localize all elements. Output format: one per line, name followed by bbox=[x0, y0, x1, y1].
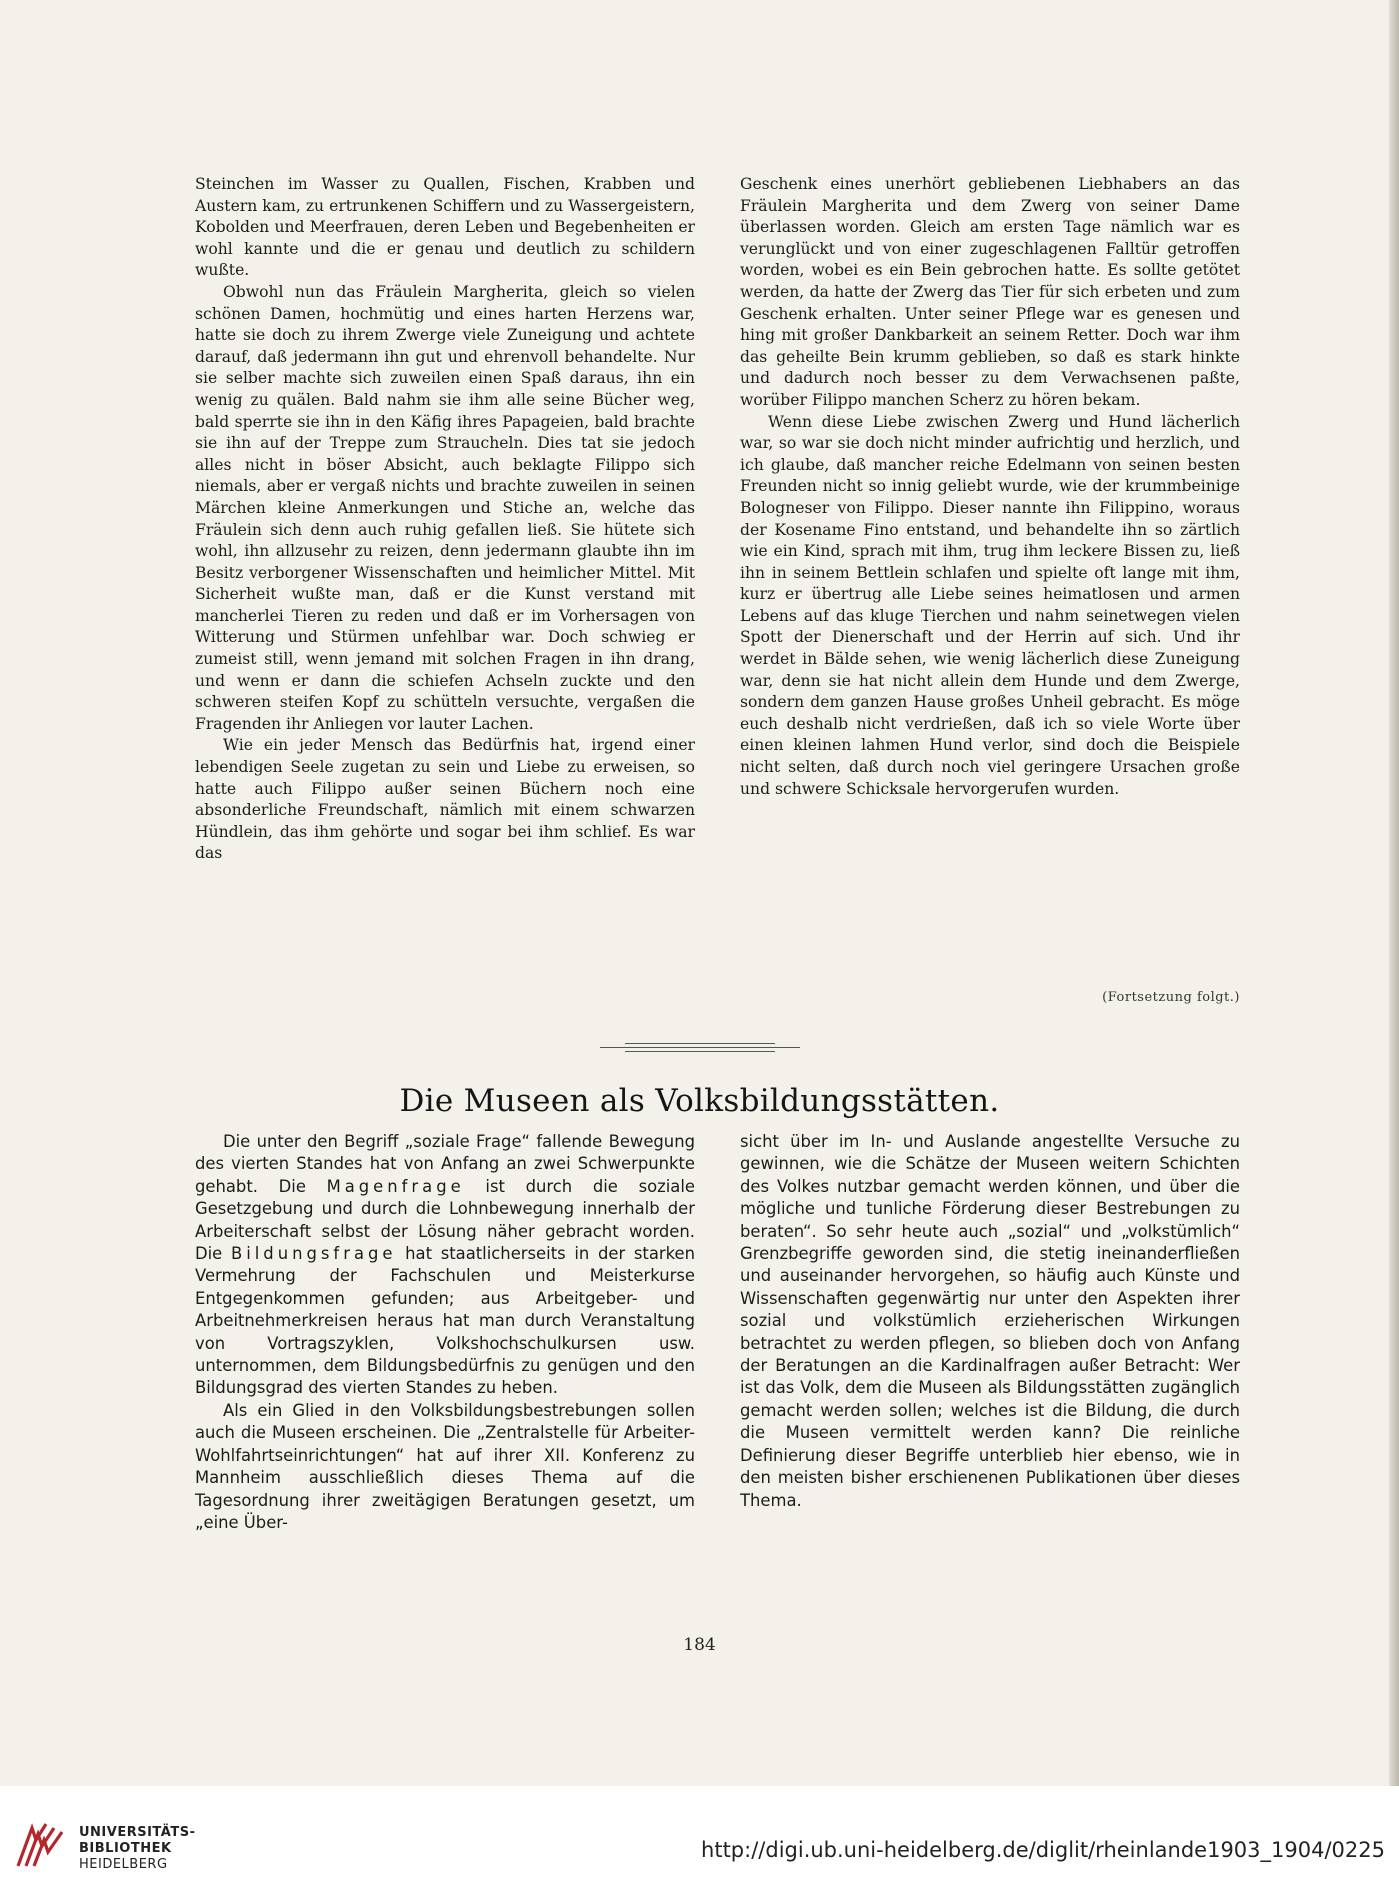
library-name-line: HEIDELBERG bbox=[79, 1857, 168, 1872]
text-run: hat staatlicherseits in der starken Vermehrung der Fachschulen und Meisterkurse Entgegenkommen gefunden; aus Arbeitgeber- und Arbeitnehmerkreisen heraus hat man durch Veranstaltung von Vortragszyklen, Volkshochschulkursen usw. unternommen, dem Bildungsbedürfnis zu genügen und den Bildungsgrad des vierten Standes zu heben. bbox=[195, 1244, 695, 1398]
article-column-right bbox=[740, 1131, 1240, 1512]
continuation-note: (Fortsetzung folgt.) bbox=[1102, 990, 1240, 1005]
story-paragraph: Obwohl nun das Fräulein Margherita, gleich so vielen schönen Damen, hochmütig und eines harten Herzens war, hatte sie doch zu ihrem Zwerge viele Zuneigung und achtete darauf, daß jedermann ihn gut und ehrenvoll behandelte. Nur sie selber machte sich zuweilen einen Spaß daraus, ihn ein wenig zu quälen. Bald nahm sie ihm alle seine Bücher weg, bald sperrte sie ihn in den Käfig ihres Papageien, bald brachte sie ihn auf der Treppe zum Straucheln. Dies tat sie jedoch alles nicht in böser Absicht, auch beklagte Filippo sich niemals, aber er vergaß nichts und brachte zuweilen in seinen Märchen kleine Anmerkungen und Stiche an, welche das Fräulein sich denn auch ruhig gefallen ließ. Sie hütete sich wohl, ihn allzusehr zu reizen, denn jedermann glaubte ihn im Besitz verborgener Wissenschaften und heimlicher Mittel. Mit Sicherheit wußte man, daß er die Kunst verstand mit mancherlei Tieren zu reden und daß er im Vorhersagen von Witterung und Stürmen unfehlbar war. Doch schwieg er zumeist still, wenn jemand mit solchen Fragen in ihn drang, und wenn er dann die schiefen Achseln zuckte und den schweren steifen Kopf zu schütteln versuchte, vergaßen die Fragenden ihr Anliegen vor lauter Lachen. bbox=[195, 282, 695, 733]
text-run: ist durch die soziale Gesetzgebung und durch die Lohnbewegung innerhalb der Arbeiterschaft selbst der Lösung näher gebracht worden. Die bbox=[195, 1176, 695, 1264]
page-number: 184 bbox=[683, 1635, 716, 1655]
story-column-left bbox=[195, 174, 695, 865]
emphasis-bildungsfrage: Bildungsfrage bbox=[230, 1244, 397, 1264]
story-paragraph: Geschenk eines unerhört gebliebenen Liebhabers an das Fräulein Margherita und dem Zwerg von seiner Dame überlassen worden. Gleich am ersten Tage nämlich war es verunglückt und von einer zugeschlagenen Falltür getroffen worden, wobei es ein Bein gebrochen hatte. Es sollte getötet werden, da hatte der Zwerg das Tier für sich erbeten und zum Geschenk erhalten. Unter seiner Pflege war es genesen und hing mit großer Dankbarkeit an seinem Retter. Doch war ihm das geheilte Bein krumm geblieben, so daß es stark hinkte und dadurch noch besser zu dem Verwachsenen paßte, worüber Filippo manchen Scherz zu hören bekam. bbox=[740, 175, 1240, 409]
library-name-line: UNIVERSITÄTS- bbox=[79, 1825, 196, 1840]
story-paragraph: Wie ein jeder Mensch das Bedürfnis hat, irgend einer lebendigen Seele zugetan zu sein und Liebe zu erweisen, so hatte auch Filippo außer seinen Büchern noch eine absonderliche Freundschaft, nämlich mit einem schwarzen Hündlein, das ihm gehörte und sogar bei ihm schlief. Es war das bbox=[195, 736, 695, 863]
story-paragraph: Steinchen im Wasser zu Quallen, Fischen, Krabben und Austern kam, zu ertrunkenen Schiffern und zu Wassergeistern, Koboldеn und Meerfrauen, deren Leben und Begebenheiten er wohl kannte und die er genau und deutlich zu schildern wußte. bbox=[195, 175, 695, 280]
article-paragraph bbox=[195, 1131, 695, 1400]
article-title: Die Museen als Volksbildungsstätten. bbox=[399, 1083, 1000, 1119]
library-name-line: BIBLIOTHEK bbox=[79, 1841, 172, 1856]
footer-bar bbox=[0, 1786, 1399, 1903]
article-column-left bbox=[195, 1131, 695, 1534]
article-paragraph: Als ein Glied in den Volksbildungsbestrebungen sollen auch die Museen erscheinen. Die „Zentralstelle für Arbeiter-Wohlfahrtseinrichtungen“ hat auf ihrer XII. Konferenz zu Mannheim ausschließlich dieses Thema auf die Tagesordnung ihrer zweitägigen Beratungen gesetzt, um „eine Über- bbox=[195, 1400, 695, 1532]
story-column-right bbox=[740, 174, 1240, 800]
emphasis-magenfrage: Magenfrage bbox=[326, 1176, 465, 1196]
library-logo-icon bbox=[14, 1820, 66, 1870]
story-paragraph: Wenn diese Liebe zwischen Zwerg und Hund lächerlich war, so war sie doch nicht minder aufrichtig und herzlich, und ich glaube, daß mancher reiche Edelmann von seinen besten Freunden nicht so innig geliebt wurde, wie der krummbeinige Bologneser von Filippo. Dieser nannte ihn Filippino, woraus der Kosename Fino entstand, und behandelte ihn so zärtlich wie ein Kind, sprach mit ihm, trug ihm leckere Bissen zu, ließ ihn in seinem Bettlein schlafen und spielte oft lange mit ihm, kurz er übertrug alle Liebe seines heimatlosen und armen Lebens auf das kluge Tierchen und nahm seinetwegen vielen Spott der Dienerschaft und der Herrin auf sich. Und ihr werdet in Bälde sehen, wie wenig lächerlich diese Zuneigung war, denn sie hat nicht allein dem Hunde und dem Zwerge, sondern dem ganzen Hause großes Unheil gebracht. Es möge euch deshalb nicht verdrießen, daß ich so viele Worte über einen kleinen lahmen Hund verlor, sind doch die Beispiele nicht selten, daß durch noch viel geringere Ursachen große und schwere Schicksale hervorgerufen wurden. bbox=[740, 412, 1240, 798]
text-run: Die unter den Begriff „soziale Frage“ fallende Bewegung des vierten Standes hat von Anfang an zwei Schwerpunkte gehabt. Die bbox=[195, 1132, 695, 1196]
source-url-link[interactable]: http://digi.ub.uni-heidelberg.de/diglit/rheinlande1903_1904/0225 bbox=[701, 1838, 1385, 1862]
page-edge bbox=[1389, 0, 1399, 1786]
section-divider bbox=[600, 1043, 800, 1055]
library-name bbox=[79, 1825, 195, 1873]
article-paragraph: sicht über im In- und Auslande angestellte Versuche zu gewinnen, wie die Schätze der Museen weitern Schichten des Volkes nutzbar gemacht werden können, und über die mögliche und tunliche Förderung dieser Bestrebungen zu beraten“. So sehr heute auch „sozial“ und „volkstümlich“ Grenzbegriffe geworden sind, die stetig ineinanderfließen und auseinander hervorgehen, so häufig auch Künste und Wissenschaften gegenwärtig nur unter den Aspekten ihrer sozial und volkstümlich erzieherischen Wirkungen betrachtet zu werden pflegen, so blieben doch von Anfang der Beratungen an die Kardinalfragen außer Betracht: Wer ist das Volk, dem die Museen als Bildungsstätten zugänglich gemacht werden sollen; welches ist die Bildung, die durch die Museen vermittelt werden kann? Die reinliche Definierung dieser Begriffe unterblieb hier ebenso, wie in den meisten bisher erschienenen Publikationen über dieses Thema. bbox=[740, 1132, 1240, 1510]
